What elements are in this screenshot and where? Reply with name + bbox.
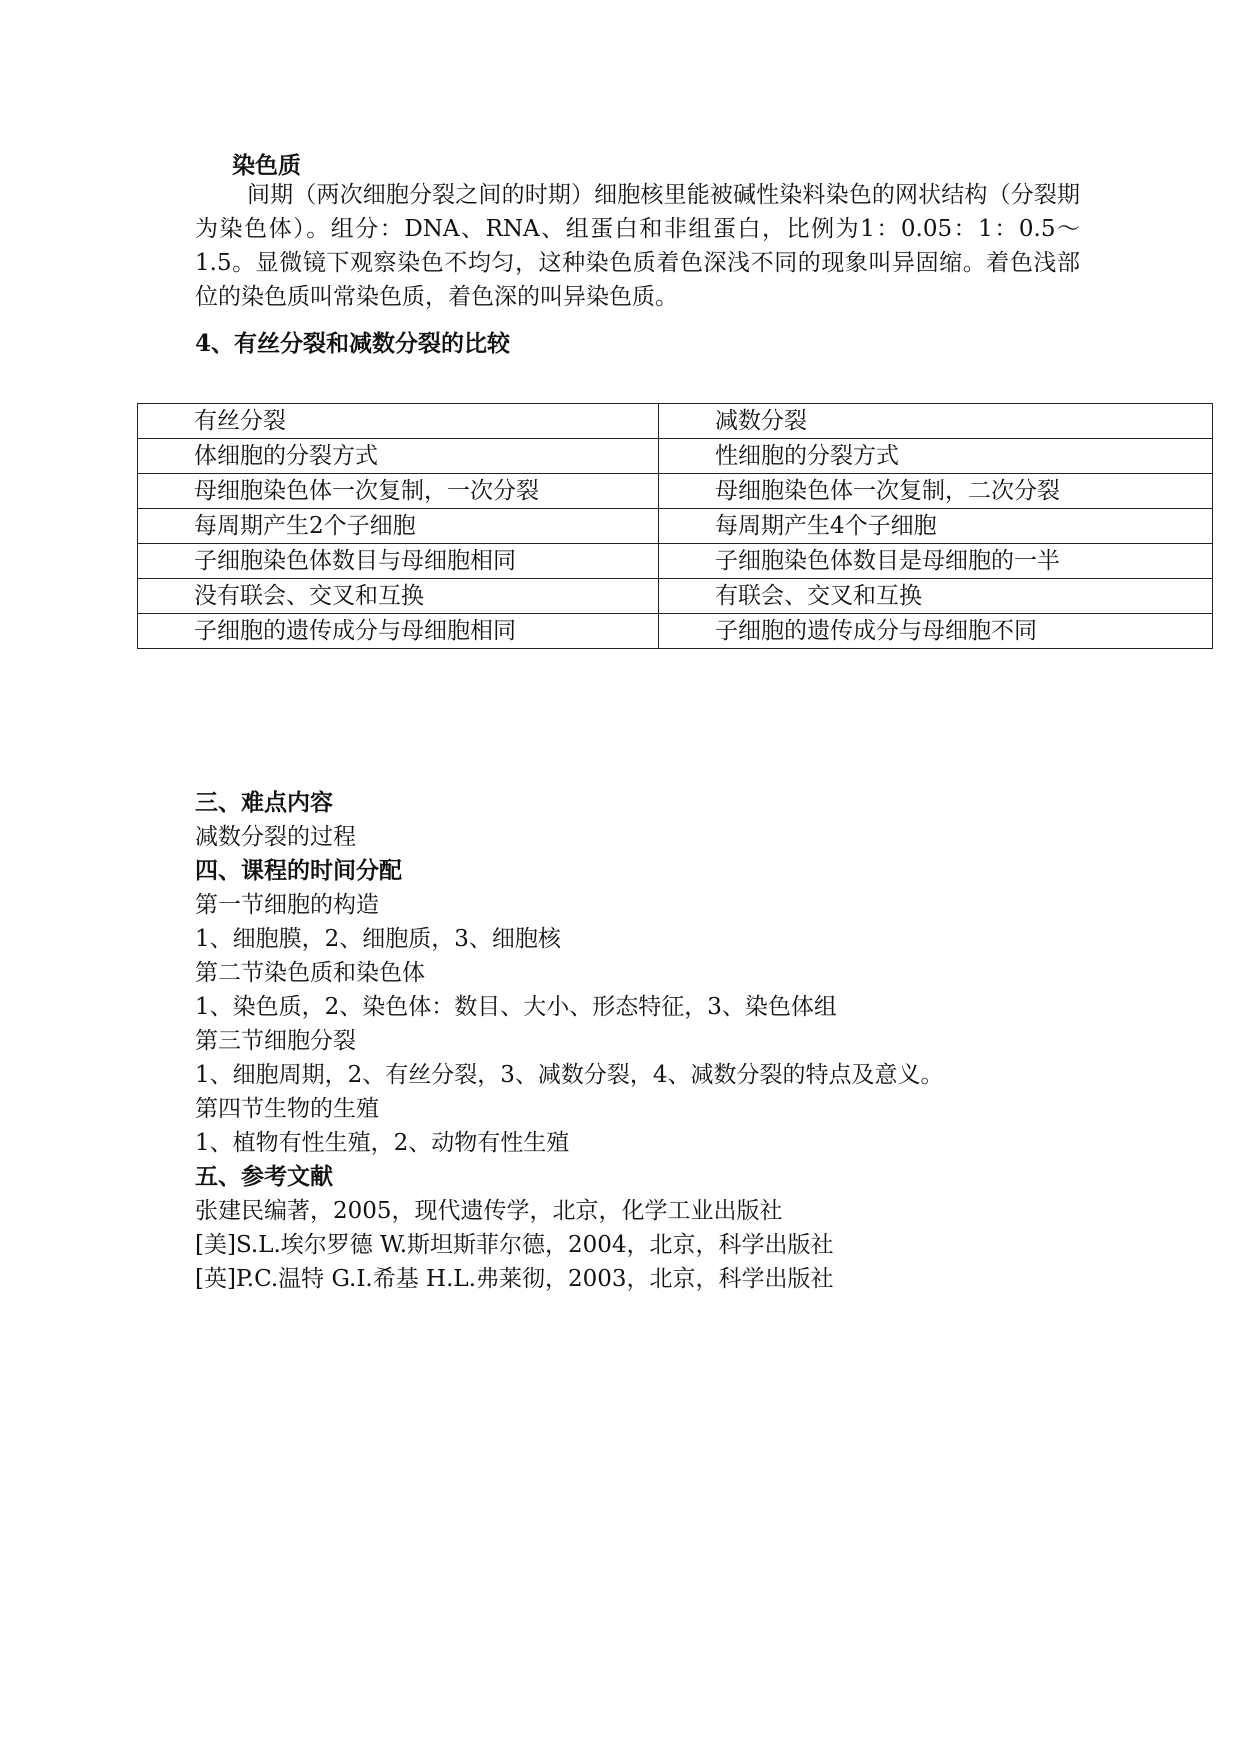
table-cell-mitosis: 有丝分裂: [138, 404, 659, 439]
table-cell-meiosis: 减数分裂: [659, 404, 1213, 439]
table-row: [138, 614, 1213, 649]
table-row: [138, 439, 1213, 474]
table-row: [138, 404, 1213, 439]
table-cell-meiosis: 性细胞的分裂方式: [659, 439, 1213, 474]
table-cell-meiosis: 母细胞染色体一次复制，二次分裂: [659, 474, 1213, 509]
schedule-section-content: 1、细胞周期，2、有丝分裂，3、减数分裂，4、减数分裂的特点及意义。: [195, 1062, 944, 1088]
table-cell-meiosis: 子细胞的遗传成分与母细胞不同: [659, 614, 1213, 649]
table-row: [138, 579, 1213, 614]
table-row: [138, 544, 1213, 579]
difficulty-heading: 三、难点内容: [195, 789, 333, 816]
schedule-section-content: 1、染色质，2、染色体：数目、大小、形态特征，3、染色体组: [195, 994, 837, 1020]
chromatin-heading: 染色质: [232, 152, 301, 179]
table-cell-meiosis: 有联会、交叉和互换: [659, 579, 1213, 614]
chromatin-paragraph: 间期（两次细胞分裂之间的时期）细胞核里能被碱性染料染色的网状结构（分裂期为染色体）。组分：DNA、RNA、组蛋白和非组蛋白，比例为1：0.05：1：0.5～1.5。显微镜下观察染色不均匀，这种染色质着色深浅不同的现象叫异固缩。着色浅部位的染色质叫常染色质，着色深的叫异染色质。: [195, 182, 1080, 310]
reference-item: 张建民编著，2005，现代遗传学，北京，化学工业出版社: [195, 1198, 783, 1224]
schedule-heading: 四、课程的时间分配: [195, 857, 402, 884]
references-heading: 五、参考文献: [195, 1163, 333, 1190]
table-cell-meiosis: 子细胞染色体数目是母细胞的一半: [659, 544, 1213, 579]
schedule-section-title: 第三节细胞分裂: [195, 1028, 356, 1054]
table-cell-mitosis: 体细胞的分裂方式: [138, 439, 659, 474]
schedule-section-title: 第四节生物的生殖: [195, 1096, 379, 1122]
table-row: [138, 509, 1213, 544]
table-row: [138, 474, 1213, 509]
difficulty-text: 减数分裂的过程: [195, 824, 356, 850]
table-cell-mitosis: 没有联会、交叉和互换: [138, 579, 659, 614]
table-cell-meiosis: 每周期产生4个子细胞: [659, 509, 1213, 544]
comparison-table: [137, 403, 1213, 649]
schedule-section-content: 1、植物有性生殖，2、动物有性生殖: [195, 1130, 570, 1156]
table-cell-mitosis: 每周期产生2个子细胞: [138, 509, 659, 544]
table-cell-mitosis: 母细胞染色体一次复制，一次分裂: [138, 474, 659, 509]
schedule-section-title: 第一节细胞的构造: [195, 892, 379, 918]
table-cell-mitosis: 子细胞染色体数目与母细胞相同: [138, 544, 659, 579]
schedule-section-title: 第二节染色质和染色体: [195, 960, 425, 986]
reference-item: [美]S.L.埃尔罗德 W.斯坦斯菲尔德，2004，北京，科学出版社: [195, 1232, 834, 1258]
comparison-heading: 4、有丝分裂和减数分裂的比较: [195, 330, 511, 357]
schedule-section-content: 1、细胞膜，2、细胞质，3、细胞核: [195, 926, 561, 952]
reference-item: [英]P.C.温特 G.I.希基 H.L.弗莱彻，2003，北京，科学出版社: [195, 1266, 834, 1292]
table-cell-mitosis: 子细胞的遗传成分与母细胞相同: [138, 614, 659, 649]
